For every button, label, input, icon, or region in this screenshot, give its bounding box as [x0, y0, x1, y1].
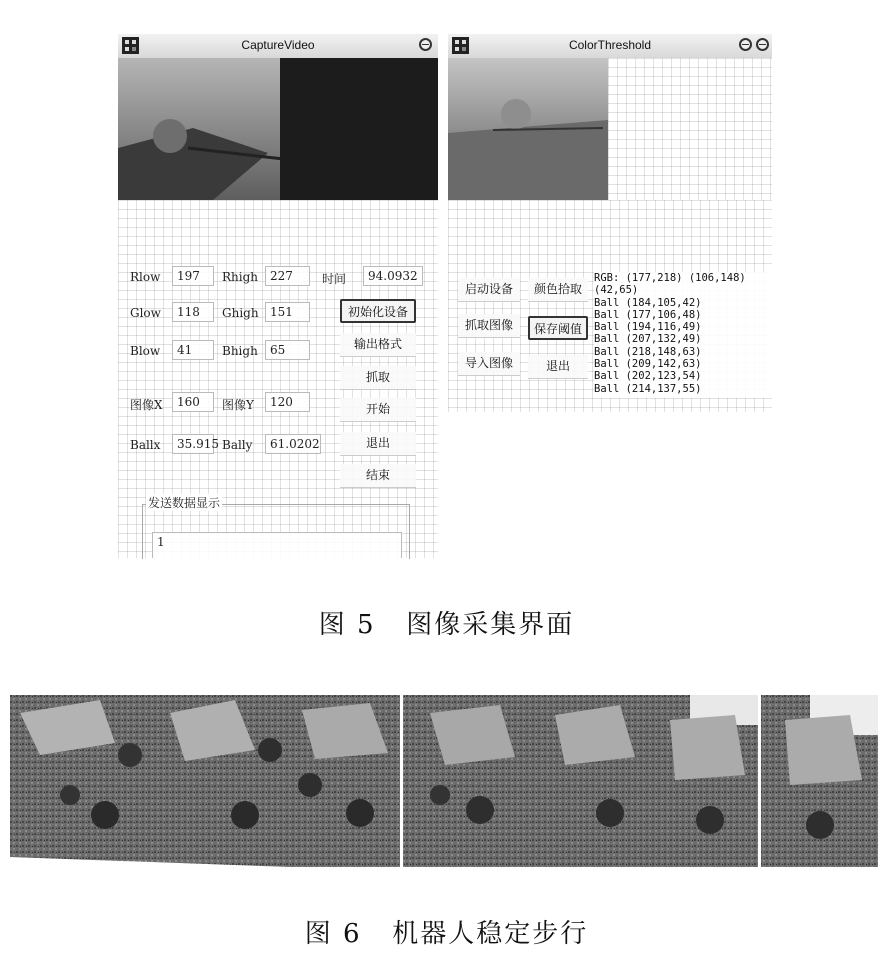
send-data-label: 发送数据显示 [148, 496, 221, 510]
grab-button[interactable]: 抓取 [340, 366, 416, 390]
rlow-field[interactable]: 197 [172, 266, 214, 286]
threshold-window-title: ColorThreshold [568, 38, 652, 52]
start-button[interactable]: 开始 [340, 398, 416, 422]
result-line: Ball (207,132,49) [594, 333, 702, 346]
result-line: Ball (202,123,54) [594, 370, 702, 383]
glow-field[interactable]: 118 [172, 302, 214, 322]
exit-button[interactable]: 退出 [340, 432, 416, 456]
result-line: Ball (194,116,49) [594, 321, 702, 334]
threshold-video-feed [448, 58, 608, 200]
time-label: 时间 [322, 272, 347, 286]
capture-window-titlebar [118, 34, 438, 59]
exit-button[interactable]: 退出 [528, 355, 588, 379]
figure-6-caption: 图 6 机器人稳定步行 [304, 919, 589, 949]
grab-image-button[interactable]: 抓取图像 [458, 314, 520, 338]
result-line: Ball (218,148,63) [594, 345, 702, 358]
ball-x-label: Ballx [130, 438, 161, 452]
import-image-button[interactable]: 导入图像 [458, 352, 520, 376]
save-threshold-button[interactable]: 保存阈值 [528, 316, 588, 340]
figure-5-caption: 图 5 图像采集界面 [318, 610, 575, 640]
robot-walking-sequence [10, 695, 878, 867]
threshold-image-margin [608, 58, 772, 200]
close-icon[interactable] [756, 38, 769, 51]
threshold-result-list[interactable] [594, 272, 772, 398]
ball-x-field[interactable]: 35.915 [172, 434, 214, 454]
result-line: Ball (184,105,42) [594, 296, 702, 309]
result-line: Ball (177,106,48) [594, 308, 702, 321]
ball-y-field[interactable]: 61.0202 [265, 434, 321, 454]
image-x-label: 图像X [130, 398, 163, 412]
image-y-field[interactable]: 120 [265, 392, 310, 412]
init-device-button[interactable]: 初始化设备 [340, 299, 416, 323]
blow-label: Blow [130, 344, 161, 358]
bhigh-label: Bhigh [222, 344, 258, 358]
robot-frames-image [10, 695, 878, 867]
end-button[interactable]: 结束 [340, 464, 416, 488]
capture-video-feed [118, 58, 438, 200]
close-icon[interactable] [419, 38, 432, 51]
result-line: RGB: (177,218) (106,148) (42,65) [594, 272, 746, 297]
threshold-window-titlebar [448, 34, 772, 59]
capture-window-title: CaptureVideo [241, 38, 315, 52]
color-pick-button[interactable]: 颜色拾取 [528, 278, 588, 302]
bhigh-field[interactable]: 65 [265, 340, 310, 360]
output-format-button[interactable]: 输出格式 [340, 333, 416, 357]
send-data-display[interactable]: 1 [152, 532, 402, 558]
time-field[interactable]: 94.0932 [363, 266, 423, 286]
image-y-label: 图像Y [222, 398, 254, 412]
result-line: Ball (214,137,55) [594, 382, 702, 395]
image-x-field[interactable]: 160 [172, 392, 214, 412]
minimize-icon[interactable] [739, 38, 752, 51]
rlow-label: Rlow [130, 270, 161, 284]
ghigh-label: Ghigh [222, 306, 259, 320]
result-line: Ball (209,142,63) [594, 358, 702, 371]
blow-field[interactable]: 41 [172, 340, 214, 360]
start-device-button[interactable]: 启动设备 [458, 278, 520, 302]
rhigh-label: Rhigh [222, 270, 259, 284]
glow-label: Glow [130, 306, 161, 320]
ball-y-label: Bally [222, 438, 253, 452]
rhigh-field[interactable]: 227 [265, 266, 310, 286]
ghigh-field[interactable]: 151 [265, 302, 310, 322]
